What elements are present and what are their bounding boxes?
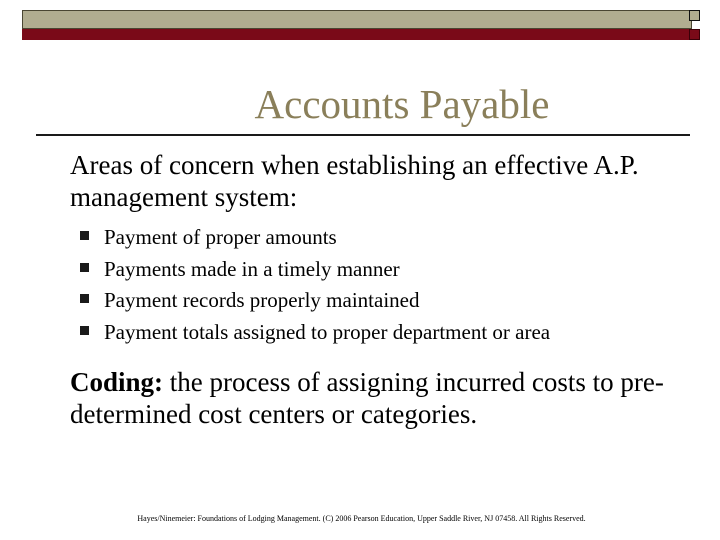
bullet-list <box>80 224 550 350</box>
list-item <box>80 224 550 256</box>
list-item-label: Payment records properly maintained <box>104 288 420 312</box>
coding-definition-text: the process of assigning incurred costs to pre-determined cost centers or categories. <box>70 367 664 429</box>
header-band-red <box>22 29 700 40</box>
corner-square-bottom <box>689 29 700 40</box>
list-item <box>80 256 550 288</box>
corner-square-top <box>689 10 700 21</box>
square-bullet-icon <box>80 326 89 335</box>
square-bullet-icon <box>80 231 89 240</box>
square-bullet-icon <box>80 263 89 272</box>
list-item <box>80 319 550 351</box>
title-divider <box>36 134 690 136</box>
list-item-label: Payment of proper amounts <box>104 225 337 249</box>
list-item <box>80 287 550 319</box>
slide-title: Accounts Payable <box>254 81 550 127</box>
list-item-label: Payment totals assigned to proper department or area <box>104 319 551 344</box>
copyright-footer: Hayes/Ninemeier: Foundations of Lodging Management. (C) 2006 Pearson Education, Upper Saddle River, NJ 07458. All Rights Reserved. <box>137 514 586 523</box>
header-band-olive <box>22 10 692 29</box>
coding-definition <box>70 366 670 430</box>
intro-text: Areas of concern when establishing an effective A.P. management system: <box>70 150 639 212</box>
square-bullet-icon <box>80 294 89 303</box>
coding-term: Coding: <box>70 367 164 397</box>
list-item-label: Payments made in a timely manner <box>104 256 400 281</box>
